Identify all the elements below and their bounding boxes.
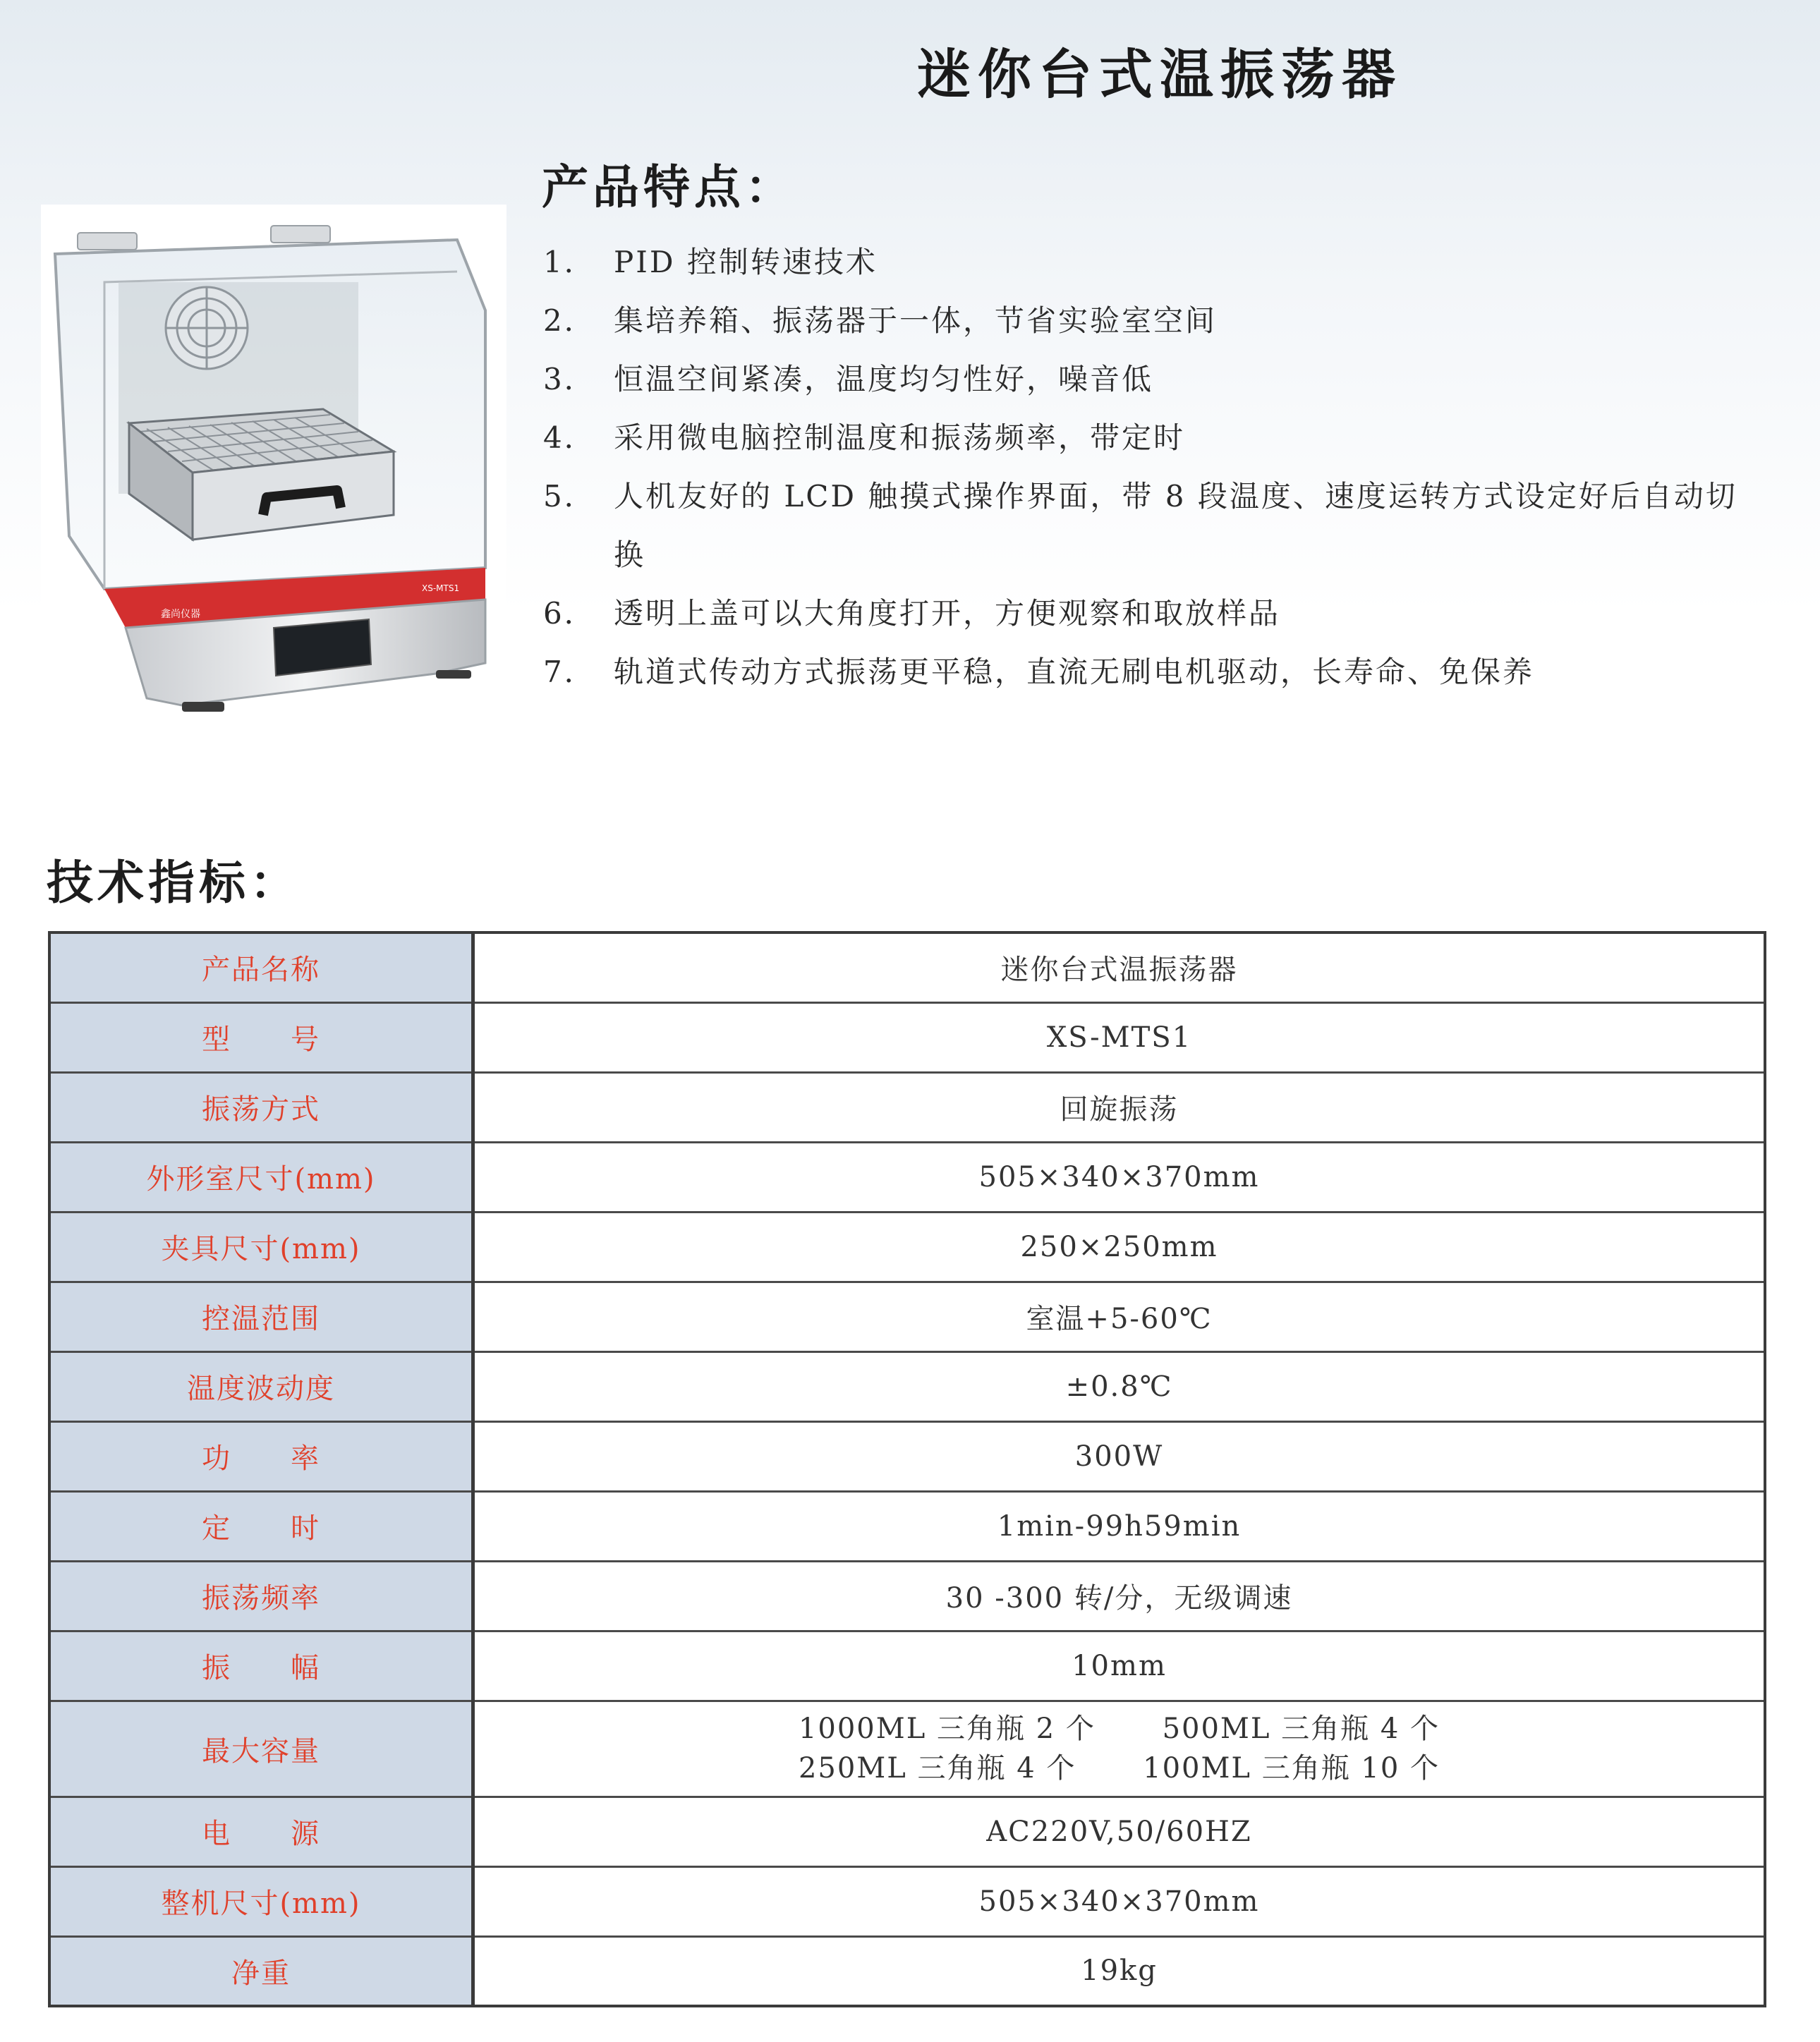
spec-label: 整机尺寸(mm): [49, 1866, 473, 1936]
capacity-line: [475, 1749, 1764, 1788]
spec-value: 300W: [473, 1421, 1766, 1491]
features-heading: 产品特点：: [542, 159, 796, 214]
spec-value: 505×340×370mm: [473, 1866, 1766, 1936]
table-row-capacity: [49, 1701, 1765, 1797]
spec-label: 型 号: [49, 1002, 473, 1072]
feature-item: [543, 643, 1757, 701]
feature-text: PID 控制转速技术: [614, 245, 878, 279]
table-row: [49, 1142, 1765, 1212]
capacity-line: [475, 1709, 1764, 1749]
spec-value: XS-MTS1: [473, 1002, 1766, 1072]
spec-label: 电 源: [49, 1797, 473, 1866]
feature-number: 6．: [543, 596, 596, 631]
feature-number: 7．: [543, 655, 596, 689]
spec-label: 最大容量: [49, 1701, 473, 1797]
capacity-item: 1000ML 三角瓶 2 个: [798, 1713, 1096, 1745]
feature-item: [543, 584, 1757, 643]
spec-table: [48, 931, 1766, 2007]
feature-item: [543, 291, 1757, 350]
feature-number: 4．: [543, 420, 596, 455]
capacity-item: 250ML 三角瓶 4 个: [798, 1752, 1076, 1785]
spec-label: 振 幅: [49, 1631, 473, 1701]
spec-value: 250×250mm: [473, 1212, 1766, 1282]
feature-item: [543, 350, 1757, 408]
table-row: [49, 1212, 1765, 1282]
model-label: XS-MTS1: [422, 583, 460, 593]
table-row: [49, 1631, 1765, 1701]
table-row: [49, 1491, 1765, 1561]
spec-value: 1min-99h59min: [473, 1491, 1766, 1561]
capacity-value: [473, 1701, 1766, 1797]
features-list: [543, 233, 1757, 701]
feature-text: 集培养箱、振荡器于一体，节省实验室空间: [614, 303, 1218, 338]
spec-label: 振荡频率: [49, 1561, 473, 1631]
feature-text: 人机友好的 LCD 触摸式操作界面，带 8 段温度、速度运转方式设定好后自动切换: [614, 479, 1737, 572]
table-row: [49, 1072, 1765, 1142]
spec-value: 505×340×370mm: [473, 1142, 1766, 1212]
brand-label: 鑫尚仪器: [161, 609, 200, 620]
table-row: [49, 1866, 1765, 1936]
spec-value: 30 -300 转/分，无级调速: [473, 1561, 1766, 1631]
feature-number: 3．: [543, 362, 596, 396]
spec-label: 定 时: [49, 1491, 473, 1561]
feature-text: 轨道式传动方式振荡更平稳，直流无刷电机驱动，长寿命、免保养: [614, 655, 1535, 689]
spec-label: 控温范围: [49, 1282, 473, 1351]
table-row: [49, 1351, 1765, 1421]
spec-value: ±0.8℃: [473, 1351, 1766, 1421]
spec-label: 功 率: [49, 1421, 473, 1491]
spec-value: 回旋振荡: [473, 1072, 1766, 1142]
spec-label: 振荡方式: [49, 1072, 473, 1142]
table-row: [49, 1561, 1765, 1631]
spec-label: 夹具尺寸(mm): [49, 1212, 473, 1282]
spec-value: 10mm: [473, 1631, 1766, 1701]
product-image: [41, 205, 506, 723]
spec-value: AC220V,50/60HZ: [473, 1797, 1766, 1866]
table-row: [49, 1282, 1765, 1351]
spec-label: 外形室尺寸(mm): [49, 1142, 473, 1212]
feature-number: 1．: [543, 245, 596, 279]
feature-text: 透明上盖可以大角度打开，方便观察和取放样品: [614, 596, 1281, 631]
table-row: [49, 1936, 1765, 2006]
page-title: 迷你台式温振荡器: [917, 43, 1402, 106]
feature-item: [543, 408, 1757, 467]
feature-number: 5．: [543, 479, 596, 513]
capacity-item: 500ML 三角瓶 4 个: [1162, 1713, 1440, 1745]
table-row: [49, 932, 1765, 1002]
spec-label: 产品名称: [49, 932, 473, 1002]
spec-label: 净重: [49, 1936, 473, 2006]
capacity-item: 100ML 三角瓶 10 个: [1143, 1752, 1440, 1785]
spec-value: 室温+5-60℃: [473, 1282, 1766, 1351]
feature-number: 2．: [543, 303, 596, 338]
feature-item: [543, 233, 1757, 291]
table-row: [49, 1797, 1765, 1866]
feature-text: 恒温空间紧凑，温度均匀性好，噪音低: [614, 362, 1154, 396]
feature-item: [543, 467, 1757, 584]
feature-text: 采用微电脑控制温度和振荡频率，带定时: [614, 420, 1186, 455]
shaker-illustration: [41, 205, 506, 723]
spec-value: 迷你台式温振荡器: [473, 932, 1766, 1002]
specs-heading: 技术指标：: [47, 855, 301, 910]
spec-label: 温度波动度: [49, 1351, 473, 1421]
table-row: [49, 1002, 1765, 1072]
spec-value: 19kg: [473, 1936, 1766, 2006]
table-row: [49, 1421, 1765, 1491]
